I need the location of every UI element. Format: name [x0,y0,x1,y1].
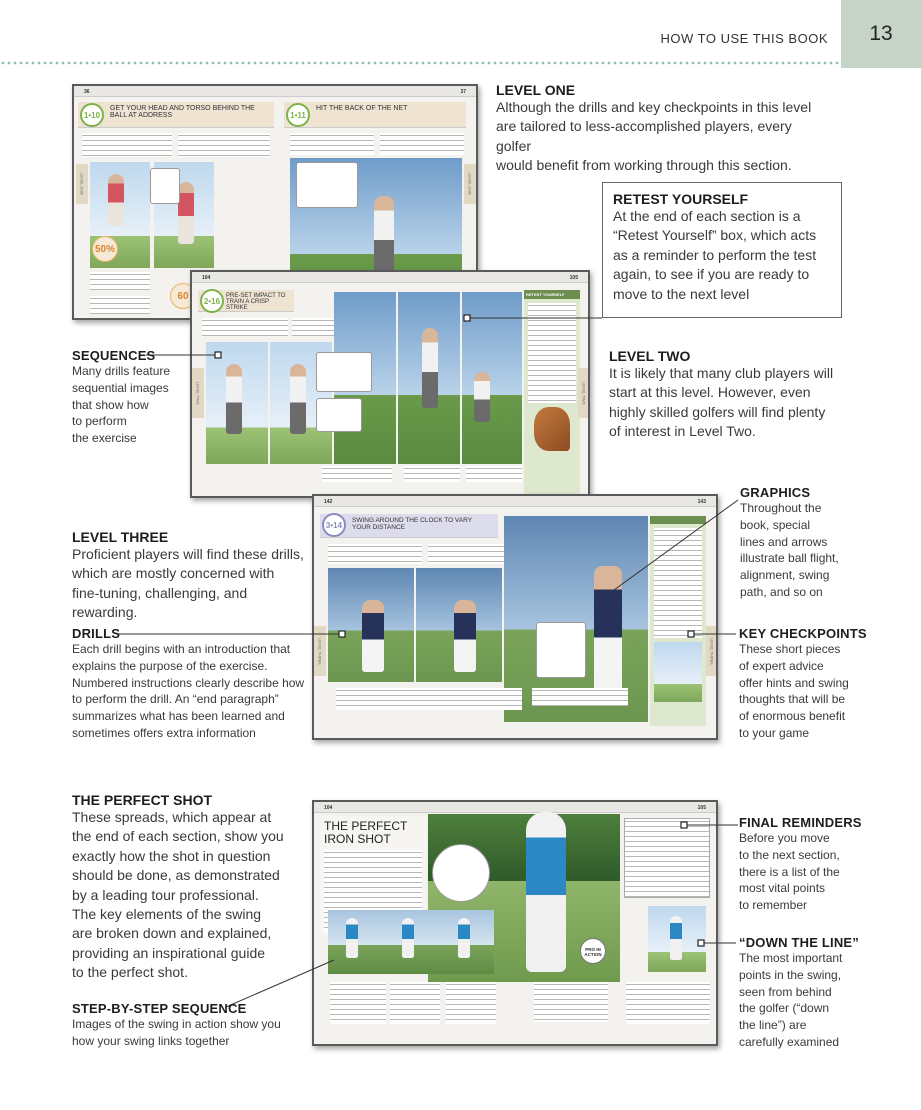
perfect-shot-heading: THE PERFECT SHOT [72,792,213,808]
retest-panel-title: RETEST YOURSELF [524,290,580,299]
perfect-shot-line: These spreads, which appear at [72,809,272,825]
left-page-number: 104 [324,805,333,811]
key-checkpoints-line: These short pieces [739,642,841,656]
retest-line: “Retest Yourself” box, which acts [613,227,817,244]
sequences-annotation [72,348,192,447]
level-two-line: of interest in Level Two. [609,423,756,440]
key-checkpoints-line: of expert advice [739,658,824,673]
down-the-line-line: the line”) are [739,1018,807,1033]
final-reminders-line: to remember [739,898,808,913]
level-one-line: are tailored to less-accomplished players, every golfer [496,118,792,154]
drill-number-badge: 1•11 [286,103,310,127]
sequences-line: Many drills feature [72,364,171,378]
level-three-line: Proficient players will find these drills, [72,546,304,562]
level-two-heading: LEVEL TWO [609,348,691,364]
final-reminders-line: there is a list of the [739,864,840,879]
level-side-tab: LEVEL TWO [578,368,590,418]
retest-line: again, to see if you are ready to [613,266,810,283]
graphics-annotation [740,485,910,601]
drills-line: sometimes offers extra information [72,725,256,740]
final-reminders-heading: FINAL REMINDERS [739,815,862,830]
graphics-line: alignment, swing [740,568,830,583]
step-sequence-heading: STEP-BY-STEP SEQUENCE [72,1001,247,1016]
drill-number-badge: 3•14 [322,513,346,537]
down-the-line-heading: “DOWN THE LINE” [739,935,859,950]
level-three-heading: LEVEL THREE [72,529,169,545]
drills-line: summarizes what has been learned and [72,709,285,724]
drills-annotation [72,626,312,742]
drills-line: to perform the drill. An “end paragraph” [72,692,279,707]
step-sequence-line: Images of the swing in action show you [72,1017,281,1031]
down-the-line-line: carefully examined [739,1034,840,1049]
down-the-line-line: The most important [739,951,843,965]
down-the-line-line: the golfer (“down [739,1001,830,1016]
left-page-number: 104 [202,275,211,281]
left-page-number: 142 [324,499,333,505]
graphics-line: path, and so on [740,584,823,599]
percentage-badge: 50% [92,236,118,262]
drills-line: Each drill begins with an introduction that [72,642,291,656]
down-the-line-annotation [739,935,917,1051]
drill-title: GET YOUR HEAD AND TORSO BEHIND THE BALL AT ADDRESS [110,105,255,119]
final-reminders-line: Before you move [739,831,830,845]
perfect-shot-line: to the perfect shot. [72,964,188,981]
perfect-shot-line: the end of each section, show you [72,828,284,845]
perfect-shot-title-line1: THE PERFECT [324,819,408,833]
drill-title: HIT THE BACK OF THE NET [316,105,408,112]
graphics-heading: GRAPHICS [740,485,811,500]
right-page-number: 37 [460,89,466,95]
sequences-line: sequential images [72,380,169,395]
perfect-shot-line: exactly how the shot in question [72,847,271,864]
graphics-line: Throughout the [740,501,822,515]
down-the-line-line: seen from behind [739,984,832,999]
drills-line: Numbered instructions clearly describe how [72,675,305,690]
graphics-line: book, special [740,517,811,532]
key-checkpoints-heading: KEY CHECKPOINTS [739,626,867,641]
sequences-line: that show how [72,397,149,412]
right-page-number: 143 [697,499,706,505]
running-header: HOW TO USE THIS BOOK [660,31,828,46]
level-two-line: start at this level. However, even [609,384,811,401]
level-one-annotation [496,82,826,176]
level-side-tab: LEVEL ONE [464,164,476,204]
retest-line: as a reminder to perform the test [613,246,817,263]
perfect-shot-line: providing an inspirational guide [72,944,266,961]
level-side-tab: LEVEL THREE [706,626,718,676]
sequences-line: to perform [72,414,127,429]
pro-in-action-label: PRO IN ACTION [584,947,602,957]
final-reminders-annotation [739,815,917,914]
level-one-line: Although the drills and key checkpoints in this level [496,99,812,115]
graphics-line: illustrate ball flight, [740,551,839,566]
drills-heading: DRILLS [72,626,121,641]
level-one-line: would benefit from working through this section. [496,157,792,174]
percentage-badge: 60 [170,283,196,309]
level-one-heading: LEVEL ONE [496,82,576,98]
key-checkpoints-line: of enormous benefit [739,709,846,724]
level-three-line: which are mostly concerned with [72,565,275,582]
level-two-line: highly skilled golfers will find plenty [609,403,826,420]
level-two-annotation [609,348,889,442]
graphics-line: lines and arrows [740,534,828,549]
retest-yourself-box [602,182,842,318]
sequences-heading: SEQUENCES [72,348,156,363]
key-checkpoints-line: offer hints and swing [739,675,849,690]
perfect-shot-annotation [72,792,312,983]
final-reminders-line: most vital points [739,881,826,896]
right-page-number: 105 [569,275,578,281]
final-reminders-line: to the next section, [739,847,840,862]
key-checkpoints-line: to your game [739,725,810,740]
level-two-line: It is likely that many club players will [609,365,834,381]
perfect-shot-line: by a leading tour professional. [72,886,259,903]
level-side-tab: LEVEL TWO [192,368,204,418]
perfect-shot-line: should be done, as demonstrated [72,867,280,884]
drill-title: SWING AROUND THE CLOCK TO VARY YOUR DISTANCE [352,517,472,531]
page-number-tab: 13 [841,0,921,68]
level-side-tab: LEVEL ONE [76,164,88,204]
retest-line: move to the next level [613,285,750,302]
down-the-line-line: points in the swing, [739,967,842,982]
drill-number-badge: 2•16 [200,289,224,313]
step-sequence-line: how your swing links together [72,1033,230,1048]
perfect-shot-line: are broken down and explained, [72,925,272,942]
drills-line: explains the purpose of the exercise. [72,658,268,673]
key-checkpoints-annotation [739,626,917,742]
level-side-tab: LEVEL THREE [314,626,326,676]
right-page-number: 105 [697,805,706,811]
left-page-number: 36 [84,89,90,95]
retest-line: At the end of each section is a [613,208,801,224]
drill-number-badge: 1•10 [80,103,104,127]
key-checkpoints-line: thoughts that will be [739,692,846,707]
sequences-line: the exercise [72,431,137,446]
perfect-shot-title-line2: IRON SHOT [324,832,391,846]
level-three-line: fine-tuning, challenging, and rewarding. [72,584,248,621]
level-three-annotation [72,529,312,623]
drill-title: PRE-SET IMPACT TO TRAIN A CRISP STRIKE [226,293,286,311]
retest-heading: RETEST YOURSELF [613,191,749,207]
step-sequence-annotation [72,1001,312,1050]
perfect-shot-line: The key elements of the swing [72,906,262,923]
